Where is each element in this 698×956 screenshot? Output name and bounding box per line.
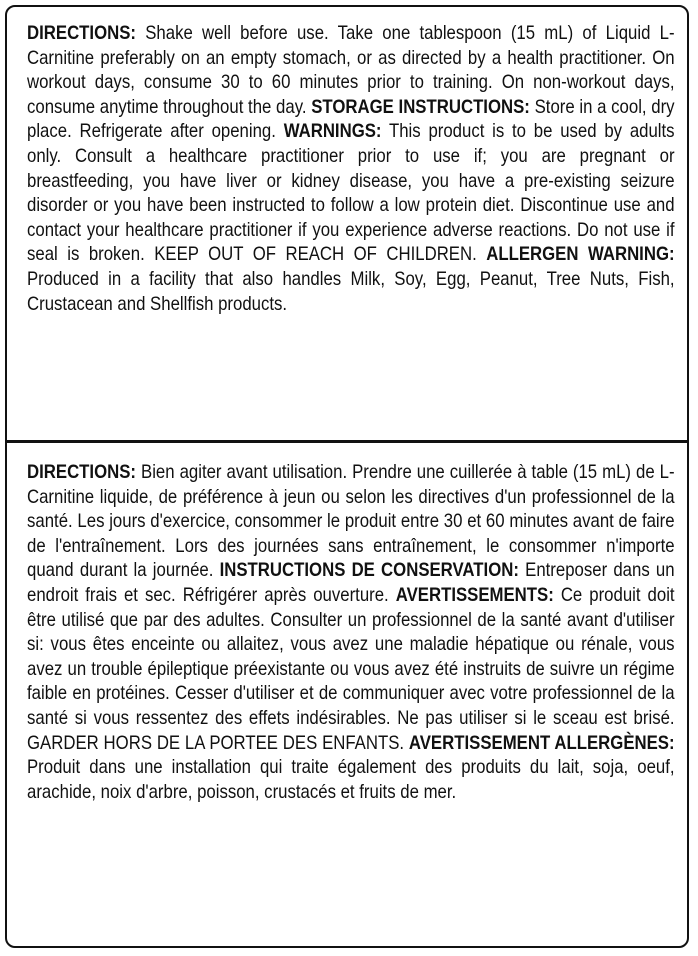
french-instructions [27, 460, 675, 804]
directions-heading: DIRECTIONS: [27, 22, 137, 44]
english-instructions [27, 21, 675, 316]
warnings-text: This product is to be used by adults only. Consult a healthcare practitioner prior to use if; you are pregnant or breastfeeding, you have liver or kidney disease, you have a pre-existing seizure disorder or you have been instructed to follow a low protein diet. Discontinue use and contact your healthcare practitioner if you experience adverse reactions. Do not use if seal is broken. KEEP OUT OF REACH OF CHILDREN. [27, 120, 675, 266]
storage-text: Store in a cool, dry place. Refrigerate after opening. [27, 95, 675, 143]
directions-heading-fr: DIRECTIONS: [27, 461, 137, 483]
warnings-heading: WARNINGS: [283, 120, 382, 143]
section-divider [7, 440, 687, 443]
directions-text: Shake well before use. Take one tablespoon (15 mL) of Liquid L-Carnitine preferably on an empty stomach, or as directed by a health practitioner. On workout days, consume 30 to 60 minutes prior to training. On non-workout days, consume anytime throughout the day. [27, 22, 675, 118]
allergen-heading-fr: AVERTISSEMENT ALLERGÈNES: [408, 731, 675, 754]
storage-heading-fr: INSTRUCTIONS DE CONSERVATION: [219, 559, 519, 582]
allergen-text-fr: Produit dans une installation qui traite également des produits du lait, soja, oeuf, arachide, noix d'arbre, poisson, crustacés et fruits de mer. [27, 756, 675, 803]
allergen-text: Produced in a facility that also handles Milk, Soy, Egg, Peanut, Tree Nuts, Fish, Crustacean and Shellfish products. [27, 267, 675, 315]
directions-text-fr: Bien agiter avant utilisation. Prendre une cuillerée à table (15 mL) de L-Carnitine liquide, de préférence à jeun ou selon les directives d'un professionnel de la santé. Les jours d'exercice, consommer le produit entre 30 et 60 minutes avant de faire de l'entraînement. Lors des journées sans entraînement, le consommer n'importe quand durant la journée. [27, 461, 675, 582]
warnings-heading-fr: AVERTISSEMENTS: [395, 583, 554, 606]
storage-heading: STORAGE INSTRUCTIONS: [311, 95, 530, 118]
storage-text-fr: Entreposer dans un endroit frais et sec. Réfrigérer après ouverture. [27, 559, 675, 606]
label-panel [5, 5, 689, 948]
allergen-heading: ALLERGEN WARNING: [486, 243, 675, 266]
warnings-text-fr: Ce produit doit être utilisé que par des adultes. Consulter un professionnel de la santé avant d'utiliser si: vous êtes enceinte ou allaitez, vous avez une maladie hépatique ou rénale, vous avez un trouble épileptique préexistante ou vous avez été instruits de suivre un régime faible en protéines. Cesser d'utiliser et de communiquer avec votre professionnel de la santé si vous ressentez des effets indésirables. Ne pas utiliser si le sceau est brisé. GARDER HORS DE LA PORTEE DES ENFANTS. [27, 583, 675, 754]
